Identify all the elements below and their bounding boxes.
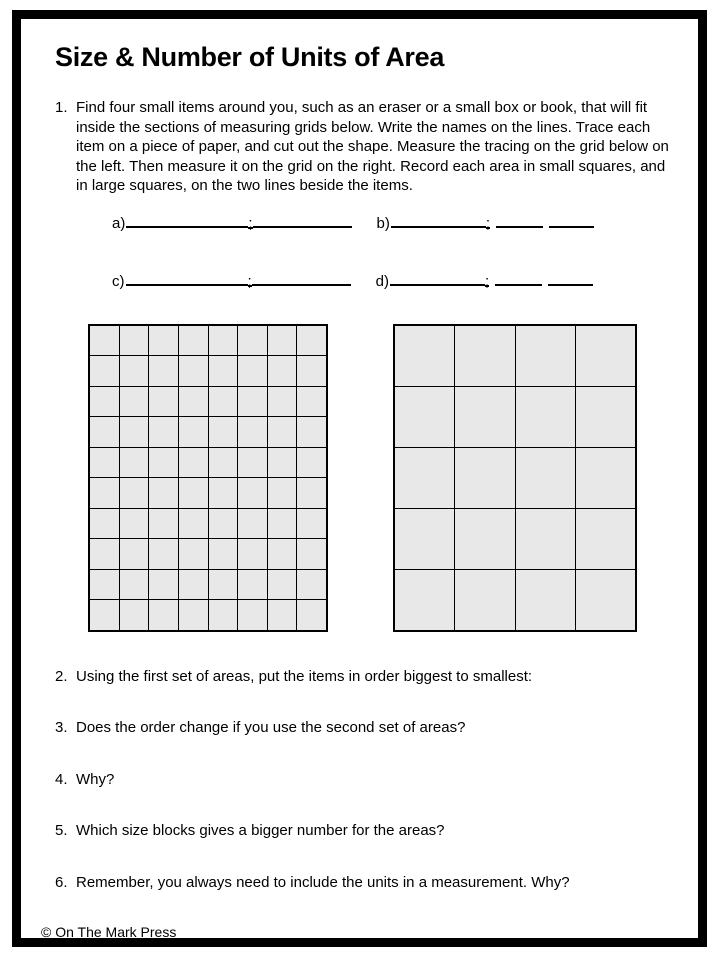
question-2 (55, 667, 670, 687)
grid-cell (516, 448, 575, 508)
answer-blank-line (496, 214, 543, 228)
grid-cell (268, 448, 297, 478)
grid-cell (149, 326, 178, 356)
question-6-text: Remember, you always need to include the units in a measurement. Why? (76, 873, 570, 891)
grid-cell (90, 387, 119, 417)
question-1-number: 1. (55, 99, 68, 116)
grid-cell (455, 326, 514, 386)
grid-cell (297, 387, 326, 417)
grid-cell (268, 387, 297, 417)
grid-cell (268, 600, 297, 630)
grid-cell (179, 356, 208, 386)
answer-slot-b-label: b) (376, 214, 390, 232)
grid-cell (268, 570, 297, 600)
grid-cell (149, 478, 178, 508)
grid-cell (209, 570, 238, 600)
grid-cell (238, 570, 267, 600)
separator: ; (248, 214, 253, 232)
worksheet-content (21, 19, 698, 940)
grid-cell (120, 509, 149, 539)
question-1 (55, 98, 670, 196)
grid-cell (179, 478, 208, 508)
question-4-number: 4. (55, 770, 68, 788)
grid-cell (120, 539, 149, 569)
grid-cell (268, 478, 297, 508)
grid-cell (179, 600, 208, 630)
grid-cell (209, 326, 238, 356)
grid-cell (297, 509, 326, 539)
question-5-text: Which size blocks gives a bigger number for the areas? (76, 822, 445, 839)
grid-cell (90, 448, 119, 478)
grid-cell (149, 600, 178, 630)
grid-cell (120, 356, 149, 386)
grid-cell (238, 478, 267, 508)
question-3-text: Does the order change if you use the second set of areas? (76, 719, 466, 736)
grid-cell (90, 509, 119, 539)
grid-cell (455, 570, 514, 630)
grid-cell (120, 387, 149, 417)
grid-cell (268, 326, 297, 356)
question-5 (55, 821, 670, 841)
grid-cell (179, 417, 208, 447)
separator: ; (247, 272, 252, 290)
separator: ; (485, 272, 490, 290)
grid-cell (238, 509, 267, 539)
grid-cell (179, 570, 208, 600)
grid-cell (179, 448, 208, 478)
answer-lines-section (112, 214, 670, 296)
grid-cell (297, 417, 326, 447)
question-3-number: 3. (55, 719, 68, 736)
grid-cell (179, 387, 208, 417)
question-2-text: Using the first set of areas, put the items in order biggest to smallest: (76, 667, 533, 685)
question-3 (55, 718, 670, 738)
grid-cell (179, 539, 208, 569)
grid-cell (238, 600, 267, 630)
grid-cell (455, 387, 514, 447)
grid-cell (179, 326, 208, 356)
answer-row-ab (112, 214, 670, 238)
grid-cell (120, 448, 149, 478)
grid-cell (90, 356, 119, 386)
grid-cell (120, 417, 149, 447)
page-title: Size & Number of Units of Area (55, 42, 445, 72)
answer-slot-c-label: c) (112, 272, 125, 290)
grid-cell (149, 356, 178, 386)
grid-cell (268, 417, 297, 447)
grid-cell (209, 478, 238, 508)
grid-cell (120, 570, 149, 600)
grid-cell (90, 417, 119, 447)
answer-blank-line (495, 272, 542, 286)
grid-cell (297, 356, 326, 386)
grid-cell (238, 387, 267, 417)
answer-slot-a-label: a) (112, 214, 126, 232)
grid-cell (149, 417, 178, 447)
questions-section (55, 667, 670, 893)
grid-cell (90, 539, 119, 569)
grid-cell (149, 509, 178, 539)
answer-row-cd (112, 272, 670, 296)
grid-cell (268, 539, 297, 569)
separator: ; (485, 214, 491, 232)
question-6-number: 6. (55, 873, 68, 891)
grid-cell (455, 509, 514, 569)
answer-blank-line (548, 272, 593, 286)
grid-cell (395, 448, 454, 508)
answer-slot-a (112, 214, 352, 232)
grid-cell (149, 539, 178, 569)
grid-cell (90, 570, 119, 600)
question-2-number: 2. (55, 667, 68, 685)
grid-cell (149, 448, 178, 478)
question-5-number: 5. (55, 822, 68, 839)
grid-cell (576, 326, 635, 386)
grid-cell (395, 570, 454, 630)
grid-cell (576, 387, 635, 447)
grid-cell (516, 509, 575, 569)
small-squares-grid (88, 324, 328, 632)
question-6 (55, 873, 670, 893)
grid-cell (576, 570, 635, 630)
grid-cell (238, 417, 267, 447)
grid-cell (576, 509, 635, 569)
answer-slot-b (377, 214, 595, 232)
grid-cell (395, 387, 454, 447)
grid-cell (120, 326, 149, 356)
grid-cell (120, 478, 149, 508)
grid-cell (149, 570, 178, 600)
grid-cell (238, 539, 267, 569)
answer-blank-line (390, 272, 485, 286)
grid-cell (209, 356, 238, 386)
question-1-text: Find four small items around you, such as an eraser or a small box or book, that will fit inside the sections of measuring grids below. Write the names on the lines. Trace each item on a piece of paper, and cut out the shape. Measure the tracing on the grid below on the left. Then measure it on the grid on the right. Record each area in small squares, and in large squares, on the two lines beside the items. (76, 99, 669, 194)
answer-blank-line (126, 214, 248, 228)
grid-cell (90, 326, 119, 356)
grid-cell (209, 600, 238, 630)
grid-cell (297, 570, 326, 600)
answer-slot-d (376, 272, 594, 290)
grid-cell (209, 448, 238, 478)
question-4-text: Why? (76, 770, 115, 788)
grid-cell (268, 509, 297, 539)
answer-slot-c (112, 272, 351, 290)
grid-cell (297, 539, 326, 569)
grid-cell (297, 478, 326, 508)
grid-cell (576, 448, 635, 508)
grid-cell (297, 448, 326, 478)
grid-cell (90, 600, 119, 630)
grid-cell (238, 356, 267, 386)
answer-blank-line (252, 272, 351, 286)
answer-blank-line (126, 272, 248, 286)
grid-cell (297, 600, 326, 630)
grid-cell (268, 356, 297, 386)
grid-cell (209, 539, 238, 569)
answer-slot-d-label: d) (375, 272, 390, 290)
grid-cell (90, 478, 119, 508)
answer-blank-line (391, 214, 486, 228)
grid-cell (120, 600, 149, 630)
grid-cell (297, 326, 326, 356)
question-4 (55, 770, 670, 790)
footer-copyright: © On The Mark Press (41, 924, 177, 940)
grid-cell (238, 326, 267, 356)
grid-cell (516, 570, 575, 630)
measuring-grids-section (88, 324, 670, 632)
grid-cell (516, 387, 575, 447)
grid-cell (516, 326, 575, 386)
large-squares-grid (393, 324, 637, 632)
grid-cell (238, 448, 267, 478)
grid-cell (149, 387, 178, 417)
grid-cell (209, 509, 238, 539)
grid-cell (179, 509, 208, 539)
answer-blank-line (549, 214, 594, 228)
grid-cell (395, 509, 454, 569)
grid-cell (209, 417, 238, 447)
grid-cell (455, 448, 514, 508)
answer-blank-line (253, 214, 352, 228)
grid-cell (395, 326, 454, 386)
grid-cell (209, 387, 238, 417)
worksheet-page-frame (12, 10, 707, 947)
